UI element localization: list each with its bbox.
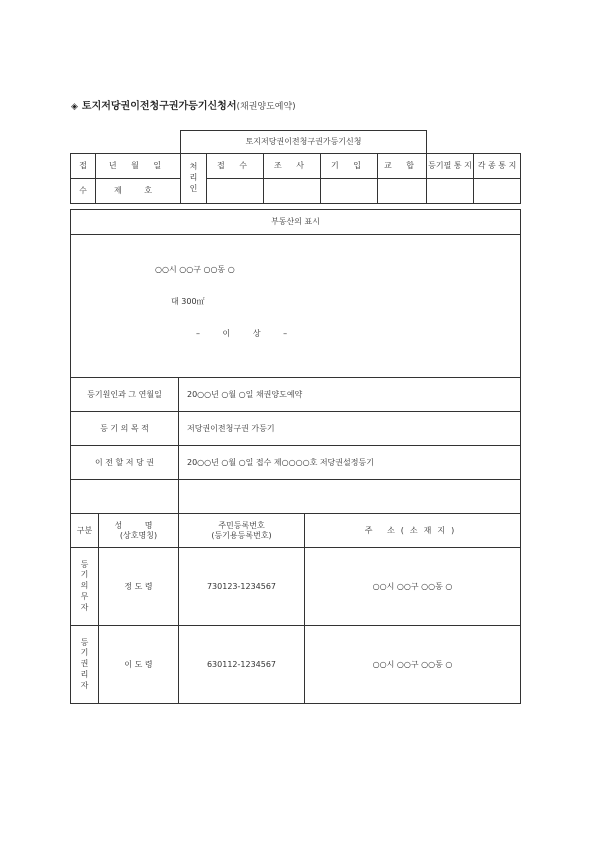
property-address: ○○시 ○○구 ○○동 ○ [155, 265, 235, 274]
cause-label: 등기원인과 그 연월일 [71, 378, 179, 412]
obligee-id: 630112-1234567 [179, 626, 305, 704]
application-table [70, 209, 521, 704]
property-description [71, 235, 521, 378]
diamond-bullet-icon: ◈ [71, 102, 78, 112]
registry-entry-label: 기 입 [321, 154, 378, 179]
registry-je-label: 제 호 [96, 179, 181, 204]
transfer-value: 20○○년 ○월 ○일 접수 제○○○○호 저당권설정등기 [179, 446, 521, 480]
registry-notice-label: 등기필 통 지 [427, 154, 474, 179]
obligee-address: ○○시 ○○구 ○○동 ○ [305, 626, 521, 704]
blank-value-cell [179, 480, 521, 514]
obligor-address: ○○시 ○○구 ○○동 ○ [305, 548, 521, 626]
obligor-name: 정 도 령 [99, 548, 179, 626]
registry-jeop-label: 접 [71, 154, 96, 179]
cause-value: 20○○년 ○월 ○일 채권양도예약 [179, 378, 521, 412]
party-address-header: 주 소(소재지) [305, 514, 521, 548]
property-end-mark: – 이 상 – [196, 329, 298, 338]
party-name-header: 성 명 (상호명칭) [99, 514, 179, 548]
registry-date-label: 년 월 일 [96, 154, 181, 179]
registry-process-label: 처리인 [181, 154, 207, 204]
purpose-label: 등 기 의 목 적 [71, 412, 179, 446]
purpose-value: 저당권이전청구권 가등기 [179, 412, 521, 446]
registry-check-cell [378, 179, 427, 204]
obligor-label: 등기의무자 [71, 548, 99, 626]
registry-receipt-cell [207, 179, 264, 204]
registry-notice-cell [427, 179, 474, 204]
registry-check-label: 교 합 [378, 154, 427, 179]
registry-table [70, 130, 521, 204]
obligee-label: 등기권리자 [71, 626, 99, 704]
registry-receipt-label: 접 수 [207, 154, 264, 179]
property-header: 부동산의 표시 [71, 210, 521, 235]
property-land: 대 300㎡ [171, 297, 205, 306]
party-id-header: 주민등록번호 (등기용등록번호) [179, 514, 305, 548]
registry-su-label: 수 [71, 179, 96, 204]
obligor-id: 730123-1234567 [179, 548, 305, 626]
registry-survey-label: 조 사 [264, 154, 321, 179]
registry-survey-cell [264, 179, 321, 204]
obligee-name: 이 도 령 [99, 626, 179, 704]
blank-label-cell [71, 480, 179, 514]
registry-entry-cell [321, 179, 378, 204]
registry-various-label: 각 종 통 지 [474, 154, 521, 179]
document-title-main: 토지저당권이전청구권가등기신청서 [81, 101, 237, 112]
document-title [71, 97, 296, 112]
party-type-header: 구분 [71, 514, 99, 548]
registry-header: 토지저당권이전청구권가등기신청 [181, 131, 427, 154]
transfer-label: 이 전 할 저 당 권 [71, 446, 179, 480]
registry-various-cell [474, 179, 521, 204]
document-title-subtitle: (채권양도예약) [236, 102, 296, 112]
